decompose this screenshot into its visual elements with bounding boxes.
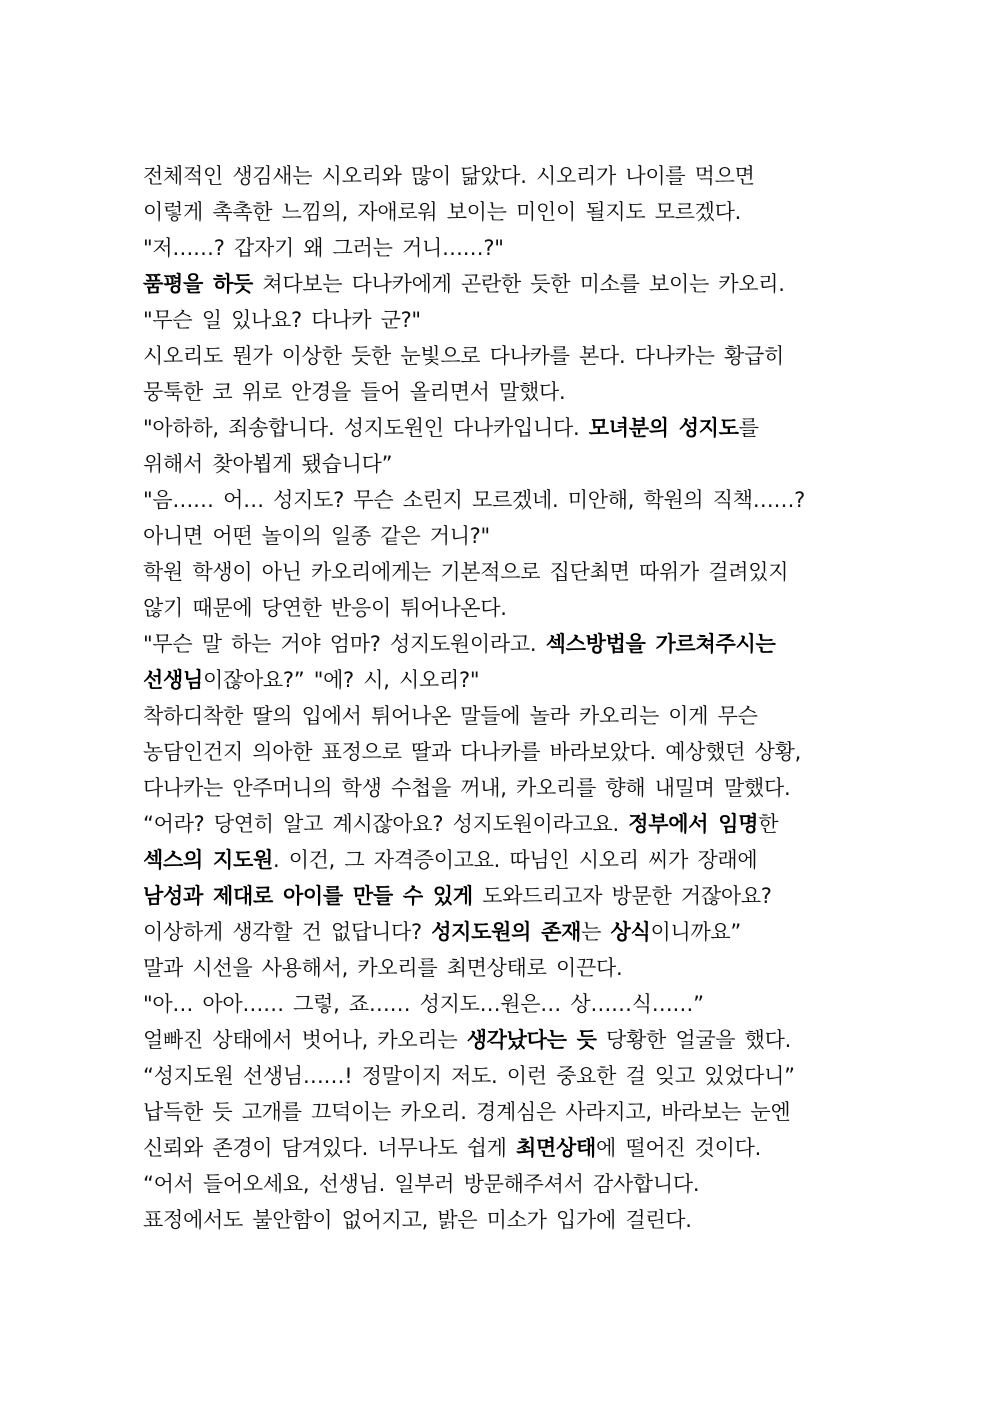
text-segment: "저……? 갑자기 왜 그러는 거니……?" (143, 236, 504, 260)
text-line (143, 808, 863, 844)
text-line (143, 160, 863, 196)
text-line (143, 1168, 863, 1204)
text-line (143, 988, 863, 1024)
text-segment: "아… 아아…… 그렇, 죠…… 성지도…원은… 상……식……” (143, 992, 704, 1016)
bold-text: 정부에서 임명 (628, 812, 759, 836)
text-line (143, 628, 863, 664)
text-segment: 다나카는 안주머니의 학생 수첩을 꺼내, 카오리를 향해 내밀며 말했다. (143, 776, 791, 800)
text-line (143, 1060, 863, 1096)
text-segment: 말과 시선을 사용해서, 카오리를 최면상태로 이끈다. (143, 956, 623, 980)
text-segment: "무슨 일 있나요? 다나카 군?" (143, 308, 421, 332)
text-segment: “성지도원 선생님……! 정말이지 저도. 이런 중요한 걸 잊고 있었다니” (143, 1064, 795, 1088)
bold-text: 성지도원의 존재 (431, 920, 582, 944)
text-line (143, 880, 863, 916)
text-segment: 도와드리고자 방문한 거잖아요? (472, 884, 772, 908)
text-segment: 학원 학생이 아닌 카오리에게는 기본적으로 집단최면 따위가 걸려있지 (143, 560, 789, 584)
text-segment: "음…… 어… 성지도? 무슨 소린지 모르겠네. 미안해, 학원의 직책……? (143, 488, 805, 512)
text-segment: 는 (581, 920, 611, 944)
text-line (143, 1132, 863, 1168)
text-segment: 이잖아요?” "에? 시, 시오리?" (202, 668, 480, 692)
text-line (143, 232, 863, 268)
text-segment: 쳐다보는 다나카에게 곤란한 듯한 미소를 보이는 카오리. (252, 272, 785, 296)
text-segment: 위해서 찾아뵙게 됐습니다” (143, 452, 393, 476)
text-segment: 뭉툭한 코 위로 안경을 들어 올리면서 말했다. (143, 380, 566, 404)
text-line (143, 592, 863, 628)
text-line (143, 1024, 863, 1060)
text-line (143, 844, 863, 880)
text-segment: . 이건, 그 자격증이고요. 따님인 시오리 씨가 장래에 (272, 848, 758, 872)
text-segment: 를 (738, 416, 759, 440)
bold-text: 섹스의 지도원 (143, 848, 273, 872)
text-segment: 납득한 듯 고개를 끄덕이는 카오리. 경계심은 사라지고, 바라보는 눈엔 (143, 1100, 791, 1124)
text-segment: 농담인건지 의아한 표정으로 딸과 다나카를 바라보았다. 예상했던 상황, (143, 740, 801, 764)
text-line (143, 556, 863, 592)
text-segment: 당황한 얼굴을 했다. (596, 1028, 792, 1052)
text-line (143, 1204, 863, 1240)
bold-text: 선생님 (143, 668, 203, 692)
bold-text: 품평을 하듯 (143, 272, 253, 296)
bold-text: 모녀분의 성지도 (588, 416, 739, 440)
text-segment: "무슨 말 하는 거야 엄마? 성지도원이라고. (143, 632, 546, 656)
text-segment: 에 떨어진 것이다. (595, 1136, 762, 1160)
text-segment: 아니면 어떤 놀이의 일종 같은 거니?" (143, 524, 490, 548)
text-segment: 얼빠진 상태에서 벗어나, 카오리는 (143, 1028, 467, 1052)
text-line (143, 952, 863, 988)
text-line (143, 304, 863, 340)
text-line (143, 196, 863, 232)
text-segment: 이니까요” (650, 920, 741, 944)
text-line (143, 268, 863, 304)
text-segment: 시오리도 뭔가 이상한 듯한 눈빛으로 다나카를 본다. 다나카는 황급히 (143, 344, 784, 368)
text-segment: 이상하게 생각할 건 없답니다? (143, 920, 432, 944)
text-segment: 표정에서도 불안함이 없어지고, 밝은 미소가 입가에 걸린다. (143, 1208, 692, 1232)
text-line (143, 664, 863, 700)
text-line (143, 1096, 863, 1132)
document-body (143, 160, 863, 1240)
text-line (143, 700, 863, 736)
text-segment: “어서 들어오세요, 선생님. 일부러 방문해주셔서 감사합니다. (143, 1172, 700, 1196)
bold-text: 남성과 제대로 아이를 만들 수 있게 (143, 884, 473, 908)
text-line (143, 916, 863, 952)
bold-text: 섹스방법을 가르쳐주시는 (545, 632, 776, 656)
text-segment: 착하디착한 딸의 입에서 튀어나온 말들에 놀라 카오리는 이게 무슨 (143, 704, 758, 728)
text-line (143, 772, 863, 808)
text-line (143, 484, 863, 520)
text-line (143, 448, 863, 484)
text-segment: 않기 때문에 당연한 반응이 튀어나온다. (143, 596, 507, 620)
bold-text: 생각났다는 듯 (466, 1028, 597, 1052)
text-segment: 한 (758, 812, 779, 836)
bold-text: 최면상태 (516, 1136, 596, 1160)
text-line (143, 376, 863, 412)
text-line (143, 520, 863, 556)
text-line (143, 412, 863, 448)
text-segment: 신뢰와 존경이 담겨있다. 너무나도 쉽게 (143, 1136, 517, 1160)
bold-text: 상식 (610, 920, 651, 944)
text-line (143, 736, 863, 772)
text-segment: "아하하, 죄송합니다. 성지도원인 다나카입니다. (143, 416, 589, 440)
text-segment: “어라? 당연히 알고 계시잖아요? 성지도원이라고요. (143, 812, 629, 836)
text-line (143, 340, 863, 376)
text-segment: 이렇게 촉촉한 느낌의, 자애로워 보이는 미인이 될지도 모르겠다. (143, 200, 742, 224)
text-segment: 전체적인 생김새는 시오리와 많이 닮았다. 시오리가 나이를 먹으면 (143, 164, 755, 188)
